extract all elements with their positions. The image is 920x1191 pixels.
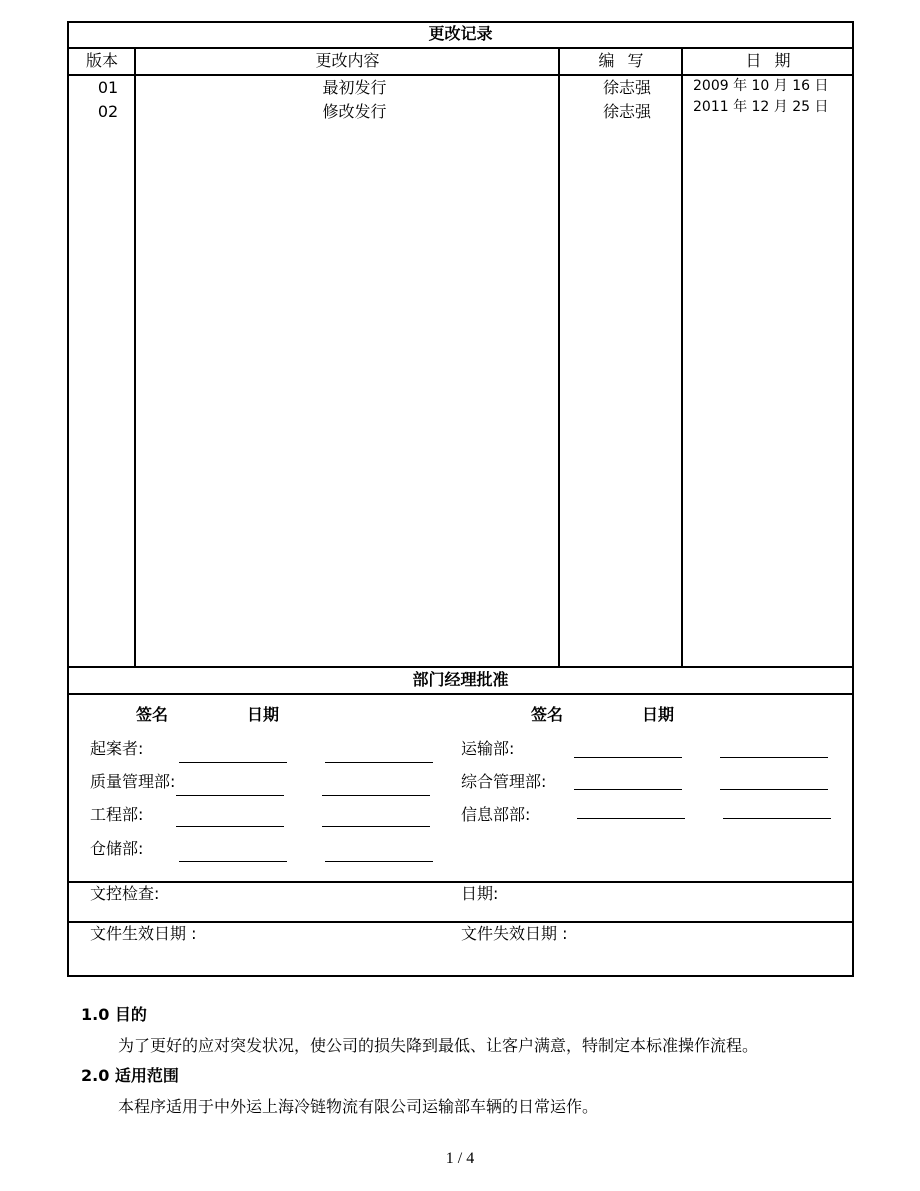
divider	[67, 881, 854, 883]
approver-label-warehouse: 仓储部:	[90, 839, 144, 858]
approver-label-quality: 质量管理部:	[90, 772, 176, 791]
divider	[67, 47, 854, 49]
signature-line[interactable]	[179, 762, 287, 763]
expiry-date-label: 文件失效日期 :	[461, 924, 568, 943]
date-line[interactable]	[720, 789, 828, 790]
section-body-purpose: 为了更好的应对突发状况，使公司的损失降到最低、让客户满意，特制定本标准操作流程。	[118, 1036, 759, 1055]
row-2-author: 徐志强	[602, 102, 651, 121]
signature-line[interactable]	[577, 818, 685, 819]
sign-header-right: 签名	[531, 705, 564, 724]
doc-control-check: 文控检查:	[90, 884, 160, 903]
section-heading-purpose: 1.0 目的	[81, 1005, 147, 1024]
signature-line[interactable]	[176, 826, 284, 827]
approver-label-transport: 运输部:	[461, 739, 515, 758]
approver-label-engineering: 工程部:	[90, 805, 144, 824]
divider	[134, 47, 136, 668]
approval-title: 部门经理批准	[412, 670, 509, 689]
row-2-content: 修改发行	[322, 102, 387, 121]
sign-header-left: 签名	[136, 705, 169, 724]
date-header-right: 日期	[642, 705, 675, 724]
date-line[interactable]	[322, 826, 430, 827]
header-date: 日 期	[745, 51, 791, 70]
row-1-version: 01	[97, 78, 119, 97]
signature-line[interactable]	[176, 795, 284, 796]
signature-line[interactable]	[179, 861, 287, 862]
date-header-left: 日期	[247, 705, 280, 724]
effective-date-label: 文件生效日期 :	[90, 924, 197, 943]
change-record-title: 更改记录	[428, 24, 493, 43]
doc-control-date: 日期:	[461, 884, 499, 903]
header-version: 版本	[85, 51, 118, 70]
signature-line[interactable]	[574, 789, 682, 790]
row-1-date: 2009 年 10 月 16 日	[693, 78, 829, 94]
approver-label-it: 信息部部:	[461, 805, 531, 824]
header-author: 编 写	[598, 51, 644, 70]
signature-line[interactable]	[574, 757, 682, 758]
divider	[67, 693, 854, 695]
divider	[558, 47, 560, 668]
date-line[interactable]	[322, 795, 430, 796]
row-1-author: 徐志强	[602, 78, 651, 97]
date-line[interactable]	[720, 757, 828, 758]
section-body-scope: 本程序适用于中外运上海冷链物流有限公司运输部车辆的日常运作。	[118, 1097, 599, 1116]
divider	[681, 47, 683, 668]
date-line[interactable]	[723, 818, 831, 819]
divider	[67, 921, 854, 923]
page-number: 1 / 4	[445, 1150, 475, 1167]
approver-label-general: 综合管理部:	[461, 772, 547, 791]
row-2-version: 02	[97, 102, 119, 121]
header-content: 更改内容	[315, 51, 380, 70]
approver-label-drafter: 起案者:	[90, 739, 144, 758]
row-2-date: 2011 年 12 月 25 日	[693, 99, 829, 115]
section-heading-scope: 2.0 适用范围	[81, 1066, 179, 1085]
document-table	[67, 21, 854, 977]
divider	[67, 666, 854, 668]
row-1-content: 最初发行	[322, 78, 387, 97]
date-line[interactable]	[325, 861, 433, 862]
divider	[67, 74, 854, 76]
date-line[interactable]	[325, 762, 433, 763]
